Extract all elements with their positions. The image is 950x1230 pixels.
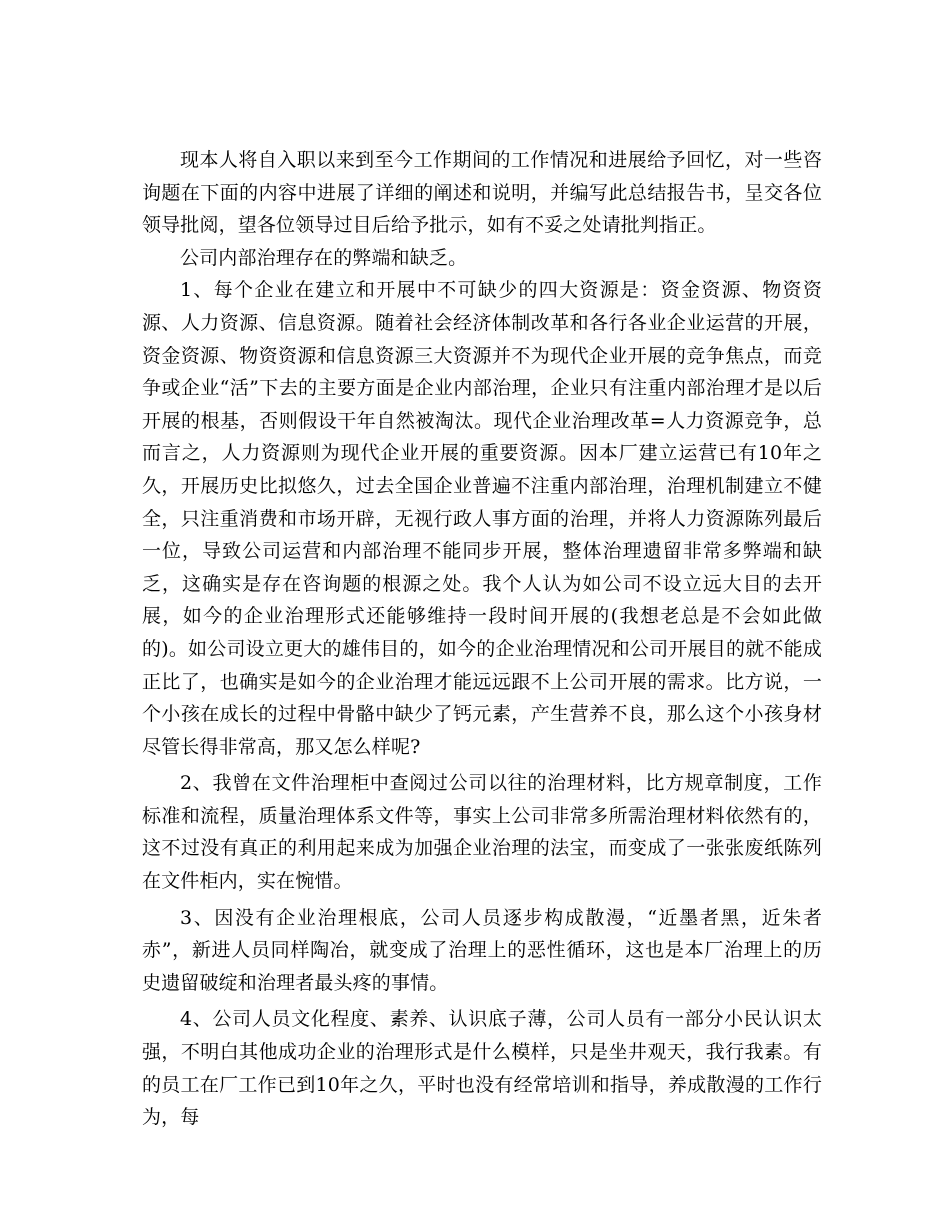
paragraph-item-4: 4、公司人员文化程度、素养、认识底子薄，公司人员有一部分小民认识太强，不明白其他成功企业的治理形式是什么模样，只是坐井观天，我行我素。有的员工在厂工作已到10年之久，平时也没有经常培训和指导，养成散漫的工作行为，每	[142, 1008, 822, 1129]
paragraph-section-heading: 公司内部治理存在的弊端和缺乏。	[180, 246, 468, 269]
paragraph-item-3: 3、因没有企业治理根底，公司人员逐步构成散漫，“近墨者黑，近朱者赤”，新进人员同样陶冶，就变成了治理上的恶性循环，这也是本厂治理上的历史遗留破绽和治理者最头疼的事情。	[142, 906, 822, 994]
document-body	[142, 144, 822, 1134]
paragraph-intro: 现本人将自入职以来到至今工作期间的工作情况和进展给予回忆，对一些咨询题在下面的内容中进展了详细的阐述和说明，并编写此总结报告书，呈交各位领导批阅，望各位领导过目后给予批示，如有不妥之处请批判指正。	[142, 149, 822, 237]
paragraph-item-1: 1、每个企业在建立和开展中不可缺少的四大资源是：资金资源、物资资源、人力资源、信息资源。随着社会经济体制改革和各行各业企业运营的开展，资金资源、物资资源和信息资源三大资源并不为现代企业开展的竞争焦点，而竞争或企业“活”下去的主要方面是企业内部治理，企业只有注重内部治理才是以后开展的根基，否则假设干年自然被淘汰。现代企业治理改革=人力资源竞争，总而言之，人力资源则为现代企业开展的重要资源。因本厂建立运营已有10年之久，开展历史比拟悠久，过去全国企业普遍不注重内部治理，治理机制建立不健全，只注重消费和市场开辟，无视行政人事方面的治理，并将人力资源陈列最后一位，导致公司运营和内部治理不能同步开展，整体治理遗留非常多弊端和缺乏，这确实是存在咨询题的根源之处。我个人认为如公司不设立远大目的去开展，如今的企业治理形式还能够维持一段时间开展的(我想老总是不会如此做的)。如公司设立更大的雄伟目的，如今的企业治理情况和公司开展目的就不能成正比了，也确实是如今的企业治理才能远远跟不上公司开展的需求。比方说，一个小孩在成长的过程中骨骼中缺少了钙元素，产生营养不良，那么这个小孩身材尽管长得非常高，那又怎么样呢?	[142, 279, 822, 758]
paragraph-item-2: 2、我曾在文件治理柜中查阅过公司以往的治理材料，比方规章制度，工作标准和流程，质量治理体系文件等，事实上公司非常多所需治理材料依然有的，这不过没有真正的利用起来成为加强企业治理的法宝，而变成了一张张废纸陈列在文件柜内，实在惋惜。	[142, 772, 822, 893]
